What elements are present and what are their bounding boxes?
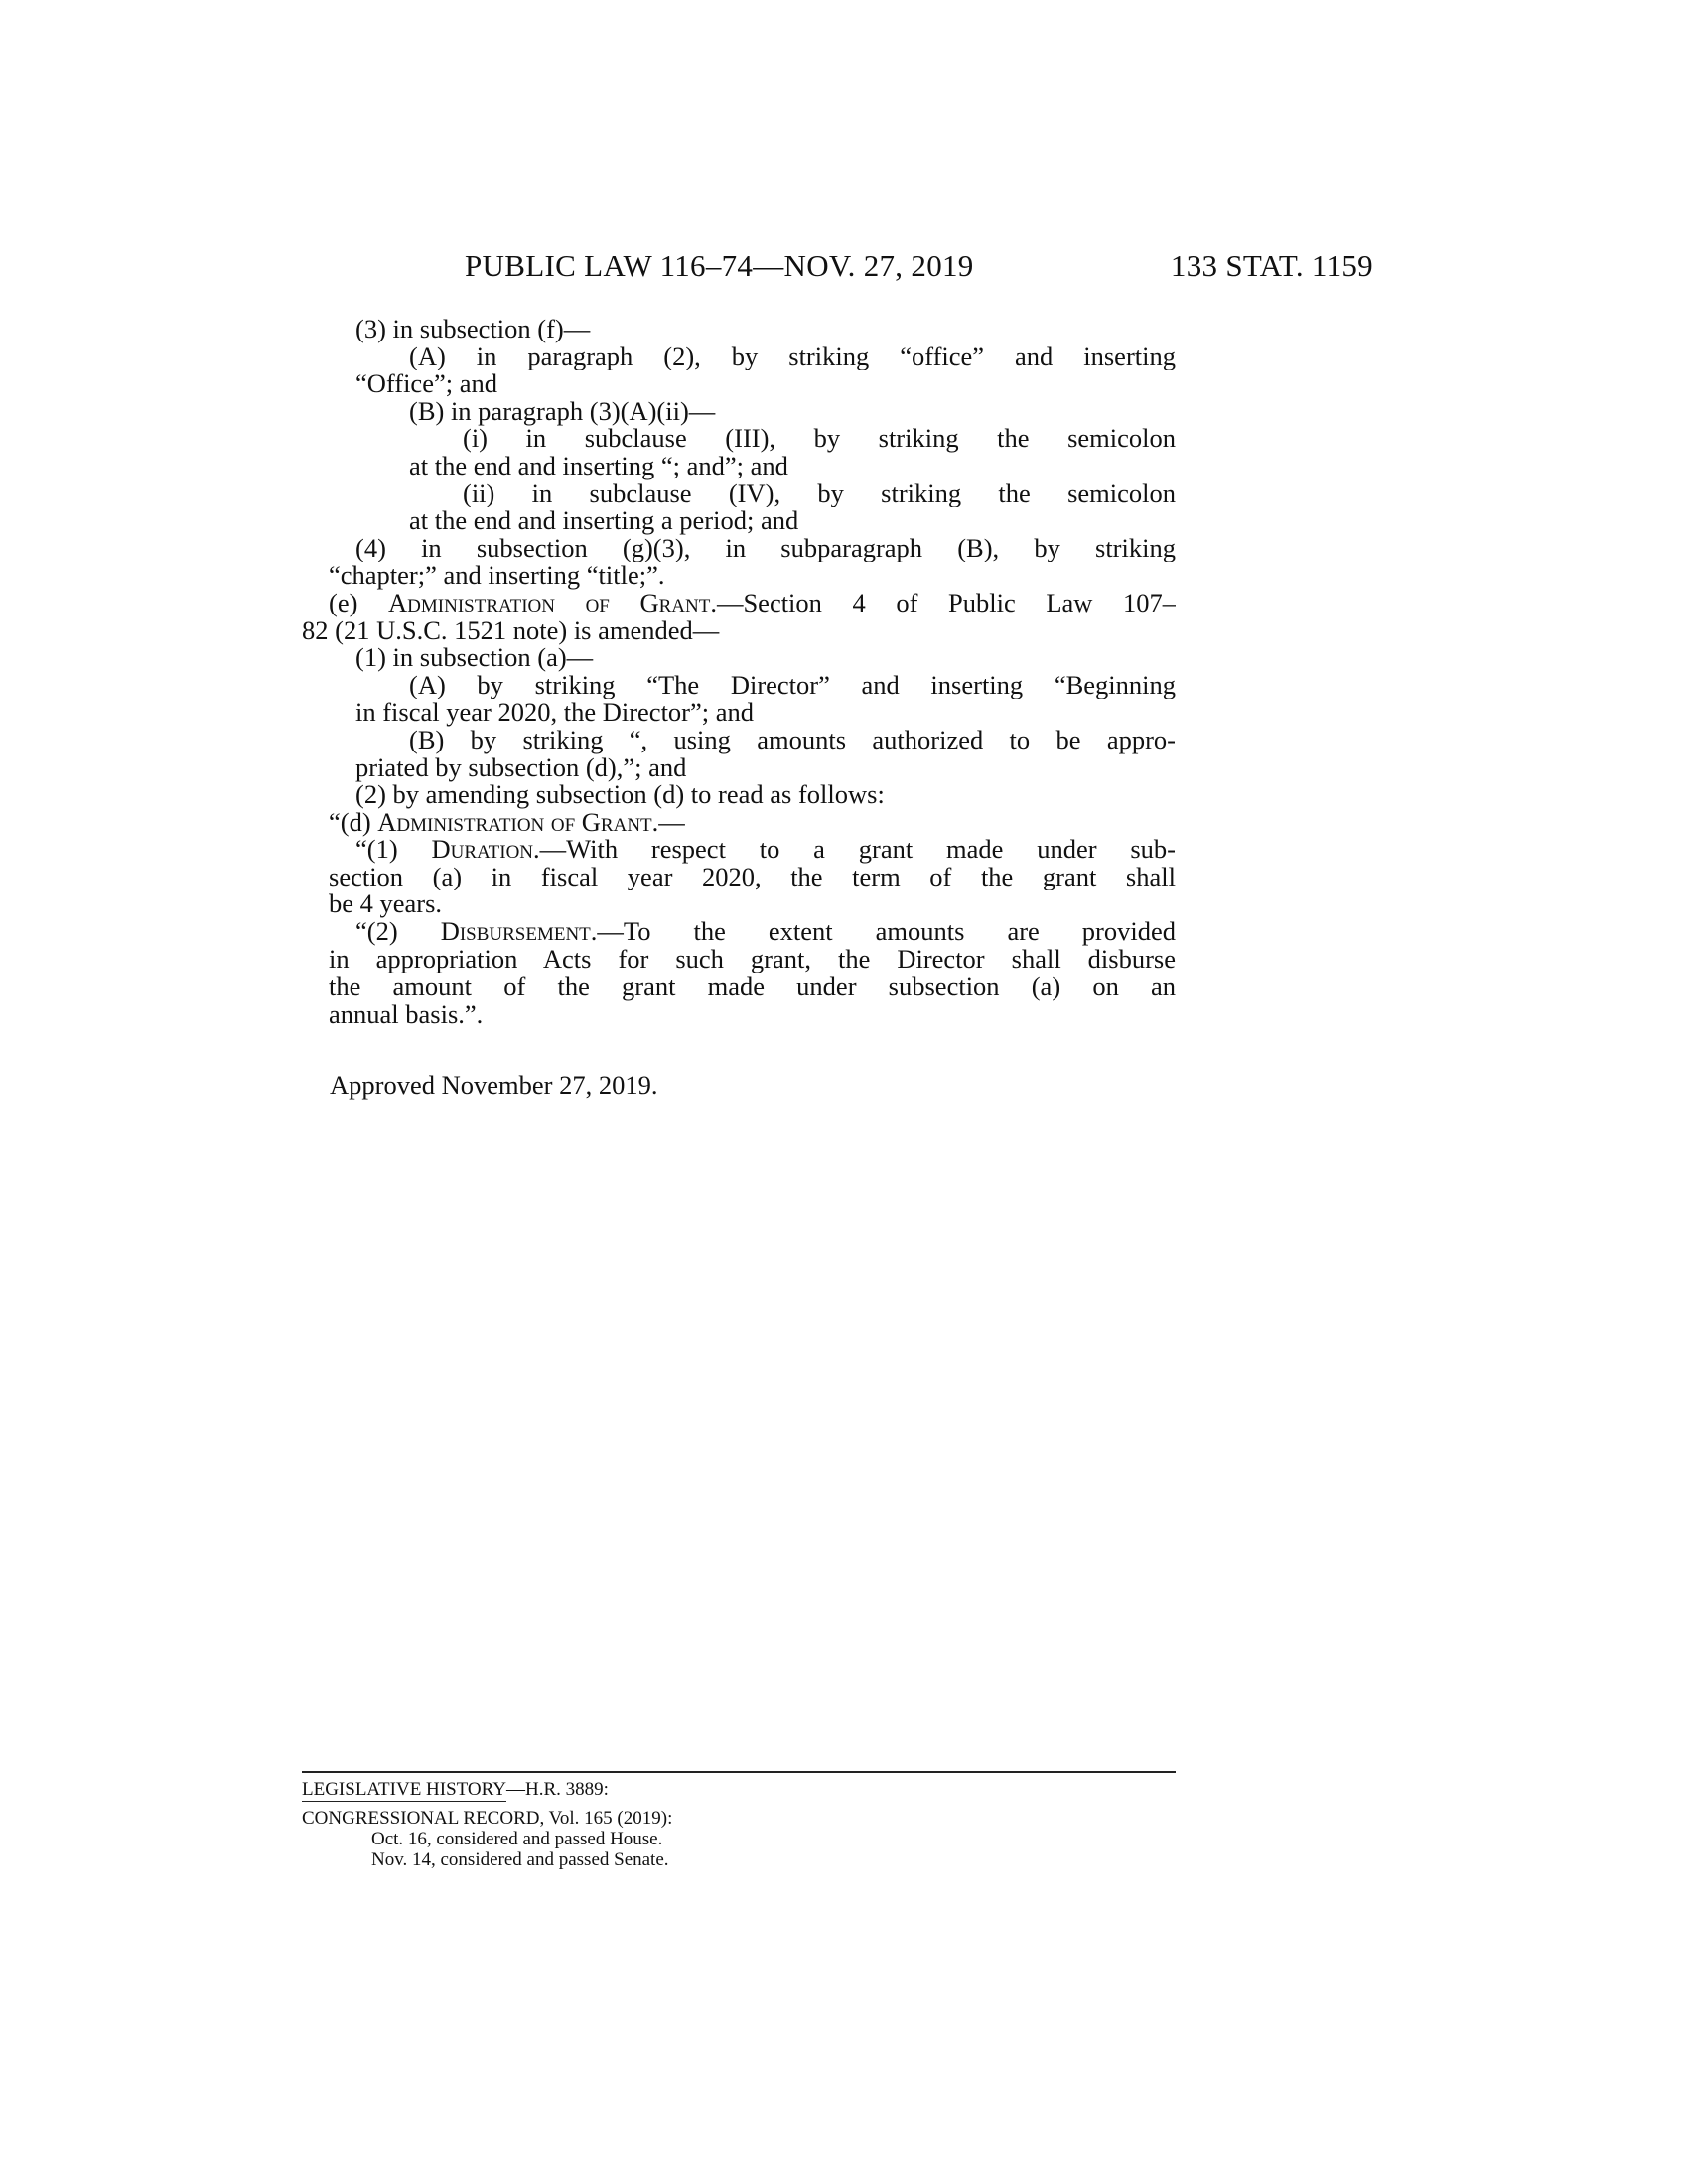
text-line: (B) in paragraph (3)(A)(ii)— bbox=[409, 395, 716, 426]
text-line: at the end and inserting a period; and bbox=[409, 505, 799, 536]
text-line: “Office”; and bbox=[355, 368, 497, 399]
paragraph-marker: “(1) bbox=[355, 836, 398, 864]
text-fragment: .—To the extent amounts are provided bbox=[590, 918, 1176, 946]
text-line: “chapter;” and inserting “title;”. bbox=[329, 560, 665, 591]
text-line: in fiscal year 2020, the Director”; and bbox=[355, 697, 755, 728]
page-header bbox=[465, 248, 1373, 288]
text-line bbox=[302, 590, 1176, 617]
section-heading: Administration of Grant bbox=[377, 806, 652, 837]
congressional-record-title: CONGRESSIONAL RECORD, Vol. 165 (2019): bbox=[302, 1808, 673, 1829]
history-entry: Oct. 16, considered and passed House. bbox=[371, 1829, 663, 1849]
section-heading: Administration of Grant bbox=[388, 589, 711, 617]
subsection-marker: “(d) bbox=[329, 806, 371, 837]
text-line: the amount of the grant made under subsection (a) on an bbox=[329, 973, 1176, 1001]
paragraph-heading: Disbursement bbox=[440, 918, 591, 946]
legislative-history-heading bbox=[302, 1779, 1176, 1802]
subsection-marker: (e) bbox=[329, 589, 358, 617]
text-line bbox=[302, 836, 1176, 864]
text-line: in appropriation Acts for such grant, the Director shall disburse bbox=[329, 945, 1176, 974]
text-line bbox=[302, 806, 1176, 837]
text-line: (3) in subsection (f)— bbox=[355, 314, 591, 343]
text-fragment: .— bbox=[651, 806, 685, 837]
text-line: (B) by striking “, using amounts authorized to be appro- bbox=[409, 726, 1176, 754]
text-line: (2) by amending subsection (d) to read as follows: bbox=[355, 779, 885, 810]
text-line: (1) in subsection (a)— bbox=[355, 642, 594, 673]
text-line: section (a) in fiscal year 2020, the term of the grant shall bbox=[329, 863, 1176, 891]
text-line: at the end and inserting “; and”; and bbox=[409, 450, 788, 480]
paragraph-heading: Duration bbox=[431, 836, 534, 864]
legislative-history-footer bbox=[302, 1771, 1176, 1870]
bill-number: —H.R. 3889: bbox=[506, 1779, 609, 1800]
history-entry: Nov. 14, considered and passed Senate. bbox=[371, 1849, 669, 1870]
text-line: be 4 years. bbox=[329, 888, 443, 919]
text-line: 82 (21 U.S.C. 1521 note) is amended— bbox=[302, 614, 720, 645]
legislative-history-label: LEGISLATIVE HISTORY bbox=[302, 1779, 507, 1800]
text-line: priated by subsection (d),”; and bbox=[355, 751, 687, 782]
text-line bbox=[302, 918, 1176, 946]
text-line: (A) by striking “The Director” and inserting “Beginning bbox=[409, 671, 1176, 700]
law-text bbox=[302, 316, 1176, 1027]
stat-page-number: 133 STAT. 1159 bbox=[1170, 248, 1373, 283]
text-line: (4) in subsection (g)(3), in subparagraph (B), by striking bbox=[355, 534, 1176, 563]
text-fragment: .—Section 4 of Public Law 107– bbox=[710, 589, 1176, 617]
approval-date: Approved November 27, 2019. bbox=[330, 1070, 658, 1100]
paragraph-marker: “(2) bbox=[355, 918, 398, 946]
footnote-rule bbox=[302, 1771, 1176, 1773]
page-title: PUBLIC LAW 116–74—NOV. 27, 2019 bbox=[465, 248, 974, 283]
text-fragment: .—With respect to a grant made under sub- bbox=[533, 836, 1176, 864]
text-line: (A) in paragraph (2), by striking “office” and inserting bbox=[409, 342, 1176, 371]
text-line: (ii) in subclause (IV), by striking the semicolon bbox=[463, 479, 1176, 508]
text-line: annual basis.”. bbox=[329, 998, 484, 1028]
text-line: (i) in subclause (III), by striking the semicolon bbox=[463, 425, 1176, 453]
